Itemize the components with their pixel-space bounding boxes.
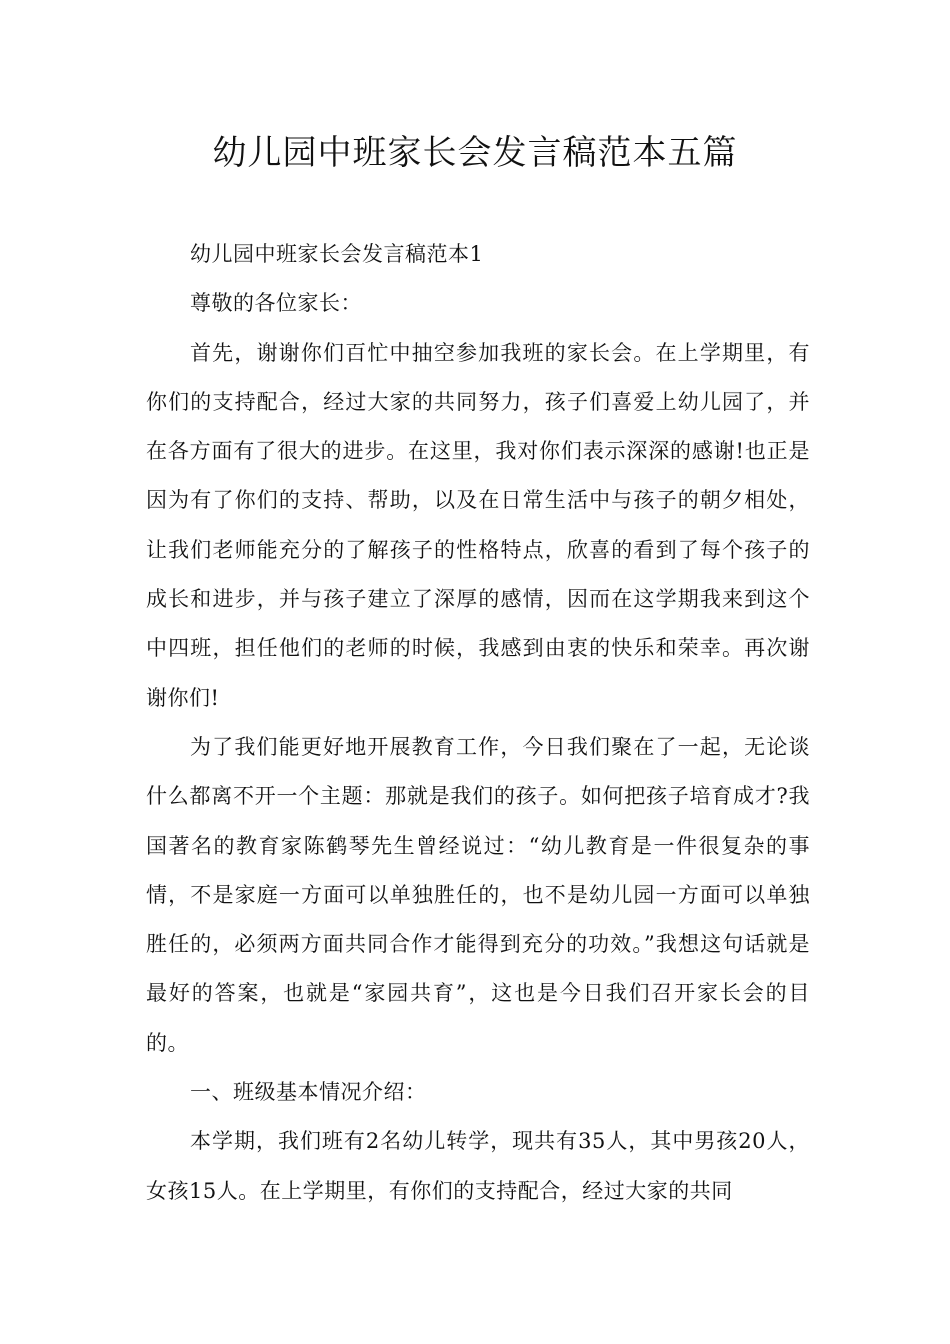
paragraph: 为了我们能更好地开展教育工作，今日我们聚在了一起，无论谈什么都离不开一个主题：那就是我们的孩子。如何把孩子培育成才?我国著名的教育家陈鹤琴先生曾经说过：“幼儿教育是一件很复杂的事情，不是家庭一方面可以单独胜任的，也不是幼儿园一方面可以单独胜任的，必须两方面共同合作才能得到充分的功效。”我想这句话就是最好的答案，也就是“家园共育”，这也是今日我们召开家长会的目的。	[146, 734, 810, 1055]
section-heading: 幼儿园中班家长会发言稿范本1	[190, 242, 484, 266]
paragraph: 首先，谢谢你们百忙中抽空参加我班的家长会。在上学期里，有你们的支持配合，经过大家的共同努力，孩子们喜爱上幼儿园了，并在各方面有了很大的进步。在这里，我对你们表示深深的感谢!也正是因为有了你们的支持、帮助，以及在日常生活中与孩子的朝夕相处，让我们老师能充分的了解孩子的性格特点，欣喜的看到了每个孩子的成长和进步，并与孩子建立了深厚的感情，因而在这学期我来到这个中四班，担任他们的老师的时候，我感到由衷的快乐和荣幸。再次谢谢你们!	[146, 340, 810, 710]
salutation: 尊敬的各位家长：	[190, 291, 362, 316]
paragraph: 本学期，我们班有2名幼儿转学，现共有35人，其中男孩20人，女孩15人。在上学期里，有你们的支持配合，经过大家的共同	[146, 1129, 810, 1203]
subsection-heading: 一、班级基本情况介绍：	[190, 1080, 427, 1105]
document-title: 幼儿园中班家长会发言稿范本五篇	[212, 133, 738, 173]
document-body	[146, 230, 810, 1216]
